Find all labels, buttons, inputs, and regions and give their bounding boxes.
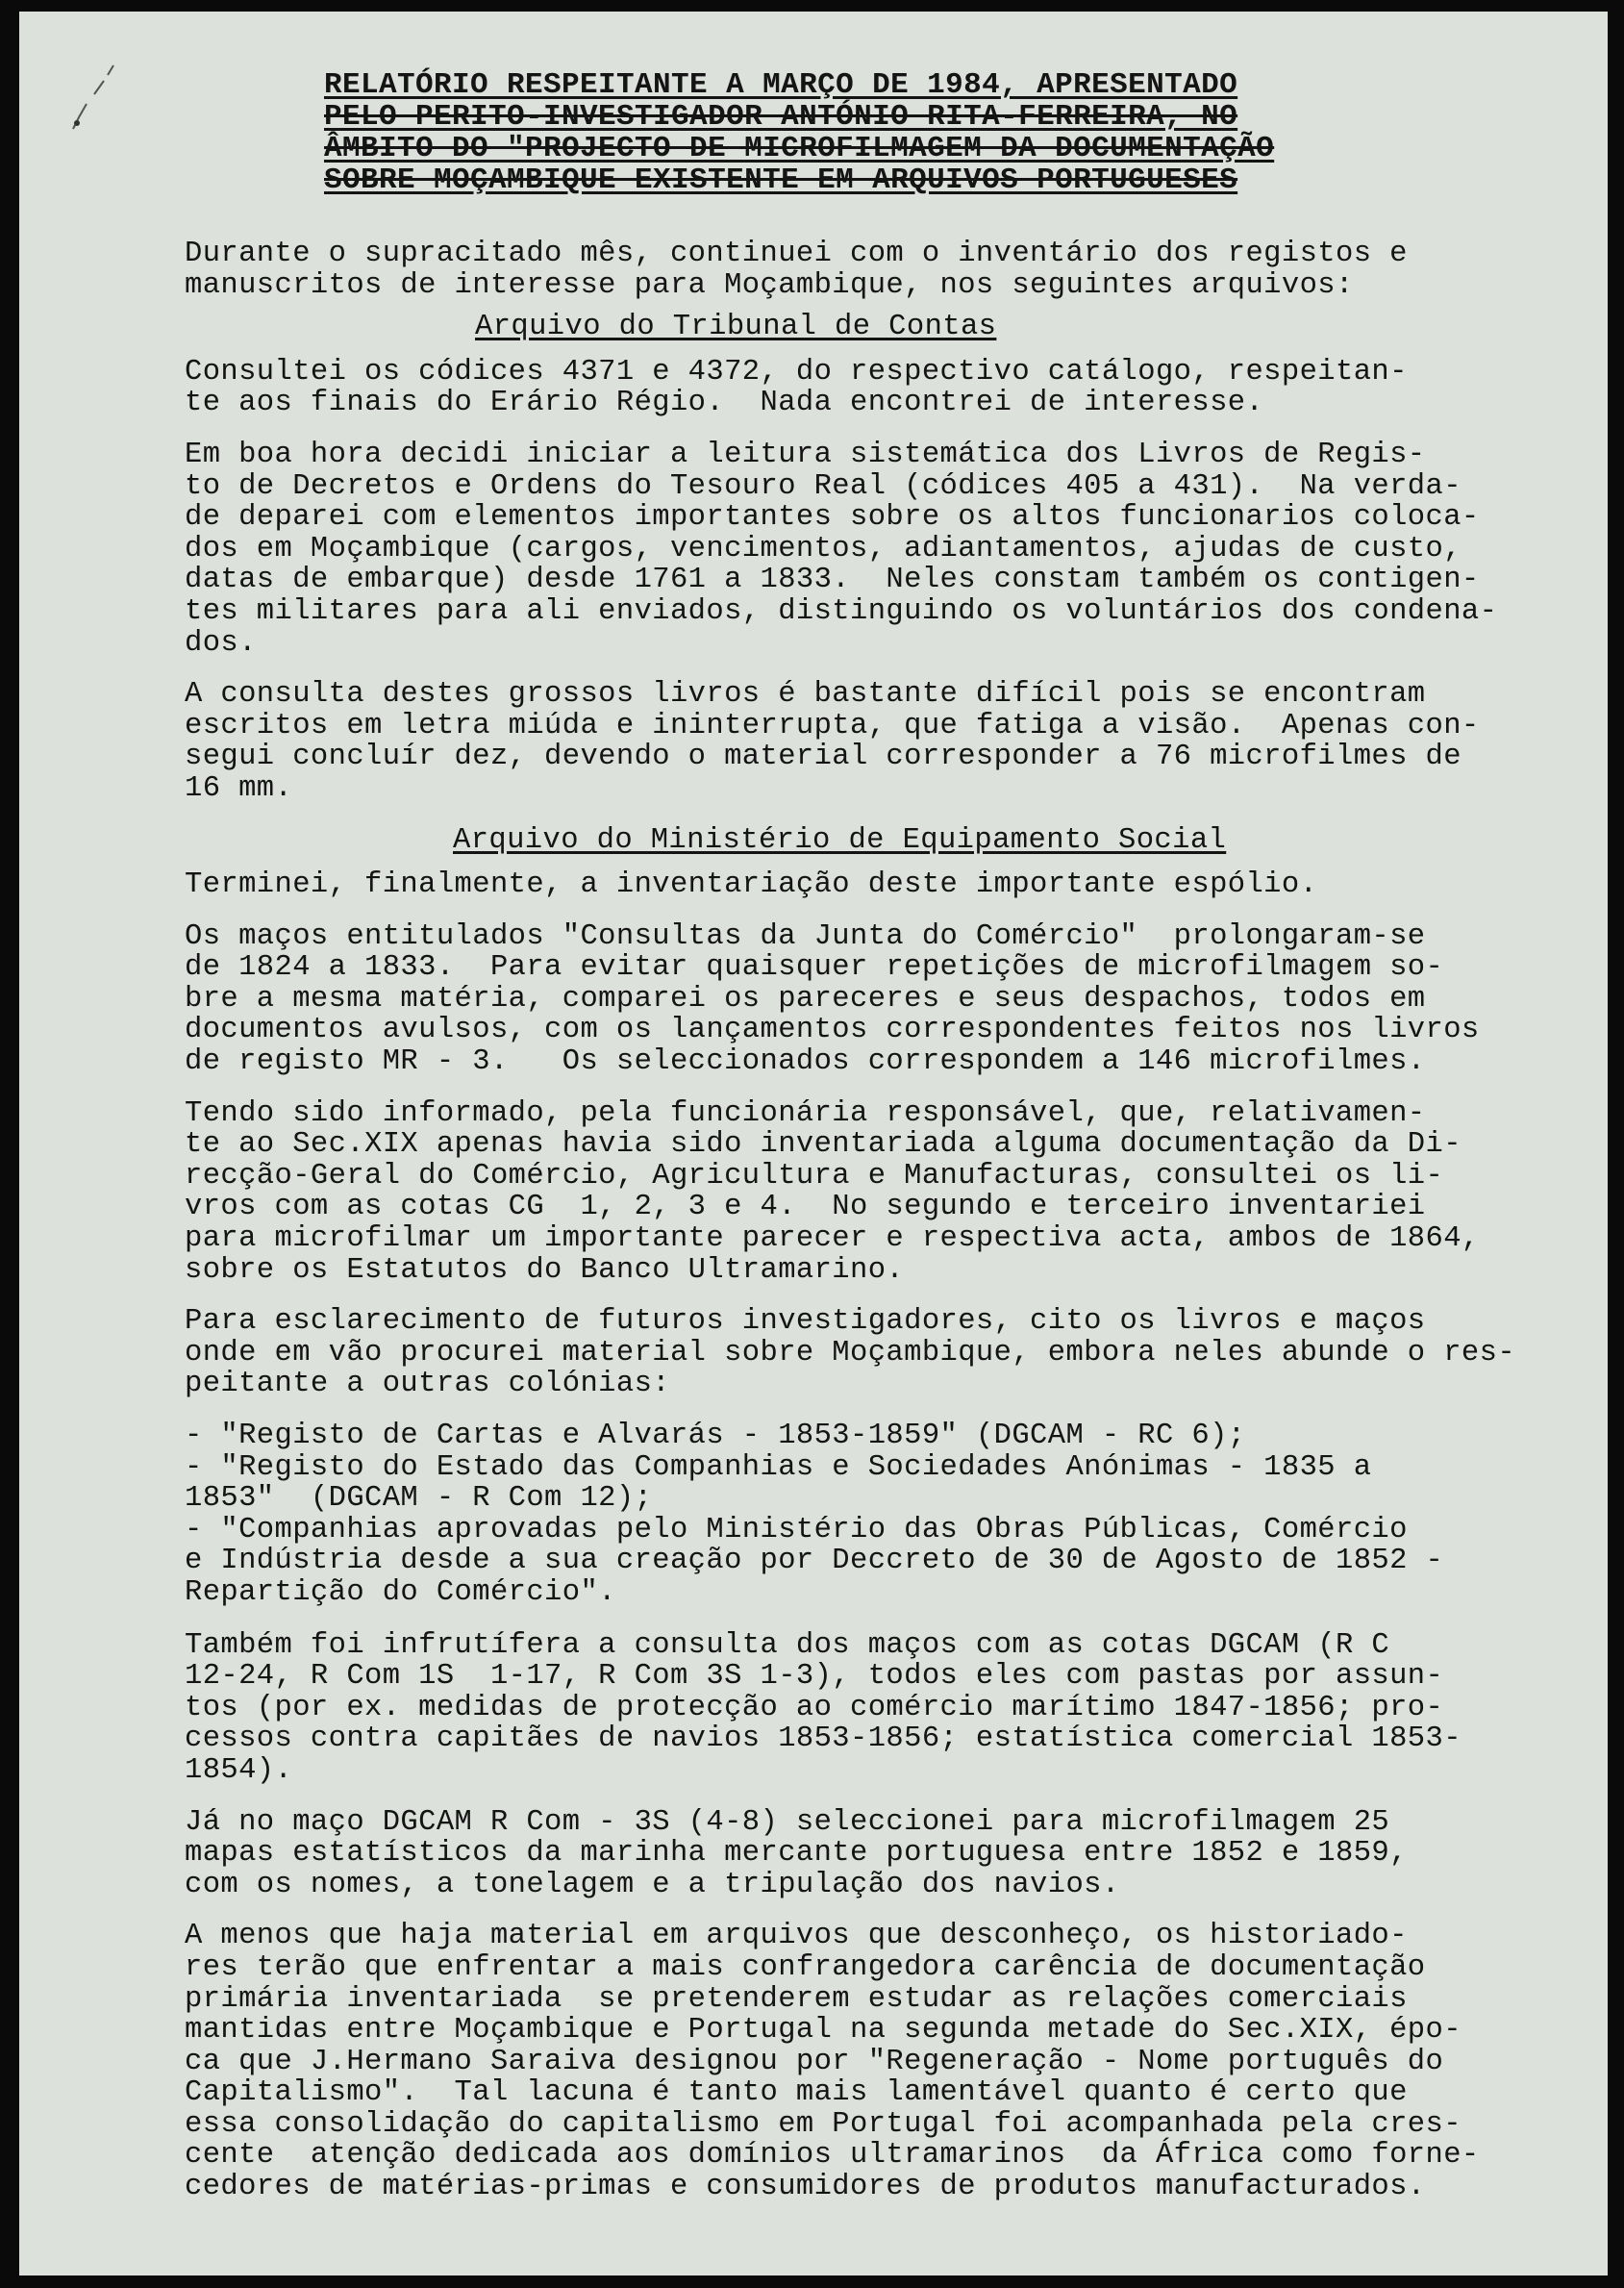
title-line-2: PELO PERITO-INVESTIGADOR ANTÓNIO RITA-FERREIRA, NO — [324, 100, 1238, 134]
paragraph: Já no maço DGCAM R Com - 3S (4-8) seleccionei para microfilmagem 25 mapas estatísticos da marinha mercante portuguesa entre 1852 e 1859, com os nomes, a tonelagem e a tripulação dos navios. — [185, 1805, 1408, 1901]
paragraph: Os maços entitulados "Consultas da Junta do Comércio" prolongaram-se de 1824 a 1833. Para evitar quaisquer repetições de microfilmagem so- bre a mesma matéria, comparei os pareceres e seus despachos, todos em documentos avulsos, com os lançamentos correspondentes feitos nos livros de registo MR - 3. Os seleccionados correspondem a 146 microfilmes. — [185, 919, 1480, 1079]
paragraph: Em boa hora decidi iniciar a leitura sistemática dos Livros de Regis- to de Decretos e Ordens do Tesouro Real (códices 405 a 431). Na verda- de deparei com elementos importantes sobre os altos funcionarios coloca- dos em Moçambique (cargos, vencimentos, adiantamentos, ajudas de custo, datas de embarque) desde 1761 a 1833. Neles constam também os contigen- tes militares para ali enviados, distinguindo os voluntários dos condena- dos. — [185, 438, 1498, 660]
paragraph: Consultei os códices 4371 e 4372, do respectivo catálogo, respeitan- te aos finais do Erário Régio. Nada encontrei de interesse. — [185, 355, 1408, 420]
section-heading-tribunal-de-contas: Arquivo do Tribunal de Contas — [475, 311, 997, 344]
title-line-4: SOBRE MOÇAMBIQUE EXISTENTE EM ARQUIVOS PORTUGUESES — [324, 163, 1238, 197]
report-title — [324, 69, 1274, 196]
section-heading-equipamento-social: Arquivo do Ministério de Equipamento Social — [453, 823, 1227, 857]
report-body — [185, 239, 1608, 2224]
paragraph: Para esclarecimento de futuros investigadores, cito os livros e maços onde em vão procurei material sobre Moçambique, embora neles abunde o res- peitante a outras colónias: — [185, 1305, 1516, 1401]
title-line-3: ÂMBITO DO "PROJECTO DE MICROFILMAGEM DA DOCUMENTAÇÃO — [324, 132, 1275, 165]
title-line-1: RELATÓRIO RESPEITANTE A MARÇO DE 1984, APRESENTADO — [324, 68, 1238, 102]
intro-paragraph: Durante o supracitado mês, continuei com o inventário dos registos e manuscritos de interesse para Moçambique, nos seguintes arquivos: — [185, 238, 1408, 302]
paragraph: A menos que haja material em arquivos que desconheço, os historiado- res terão que enfrentar a mais confrangedora carência de documentação primária inventariada se pretenderem estudar as relações comerciais mantidas entre Moçambique e Portugal na segunda metade do Sec.XIX, épo- ca que J.Hermano Saraiva designou por "Regeneração - Nome português do Capitalismo". Tal lacuna é tanto mais lamentável quanto é certo que essa consolidação do capitalismo em Portugal foi acompanhada pela cres- cente atenção dedicada aos domínios ultramarinos da África como forne- cedores de matérias-primas e consumidores de produtos manufacturados. — [185, 1920, 1480, 2204]
consulted-books-list: - "Registo de Cartas e Alvarás - 1853-1859" (DGCAM - RC 6); - "Registo do Estado das Companhias e Sociedades Anónimas - 1835 a 1853" (DGCAM - R Com 12); - "Companhias aprovadas pelo Ministério das Obras Públicas, Comércio e Indústria desde a sua creação por Deccreto de 30 de Agosto de 1852 - Repartição do Comércio". — [185, 1420, 1444, 1609]
paragraph: A consulta destes grossos livros é bastante difícil pois se encontram escritos em letra miúda e ininterrupta, que fatiga a visão. Apenas con- segui concluír dez, devendo o material corresponder a 76 microfilmes de 16 mm. — [185, 678, 1480, 805]
paragraph: Terminei, finalmente, a inventariação deste importante espólio. — [185, 868, 1318, 902]
paragraph: Tendo sido informado, pela funcionária responsável, que, relativamen- te ao Sec.XIX apenas havia sido inventariada alguma documentação da Di- recção-Geral do Comércio, Agricultura e Manufacturas, consultei os li- vros com as cotas CG 1, 2, 3 e 4. No segundo e terceiro inventariei para microfilmar um importante parecer e respectiva acta, ambos de 1864, sobre os Estatutos do Banco Ultramarino. — [185, 1096, 1480, 1287]
document-page — [19, 12, 1608, 2275]
paragraph: Também foi infrutífera a consulta dos maços com as cotas DGCAM (R C 12-24, R Com 1S 1-17, R Com 3S 1-3), todos eles com pastas por assun- tos (por ex. medidas de protecção ao comércio marítimo 1847-1856; pro- cessos contra capitães de navios 1853-1856; estatística comercial 1853- 1854). — [185, 1628, 1462, 1787]
pencil-mark — [65, 60, 133, 137]
